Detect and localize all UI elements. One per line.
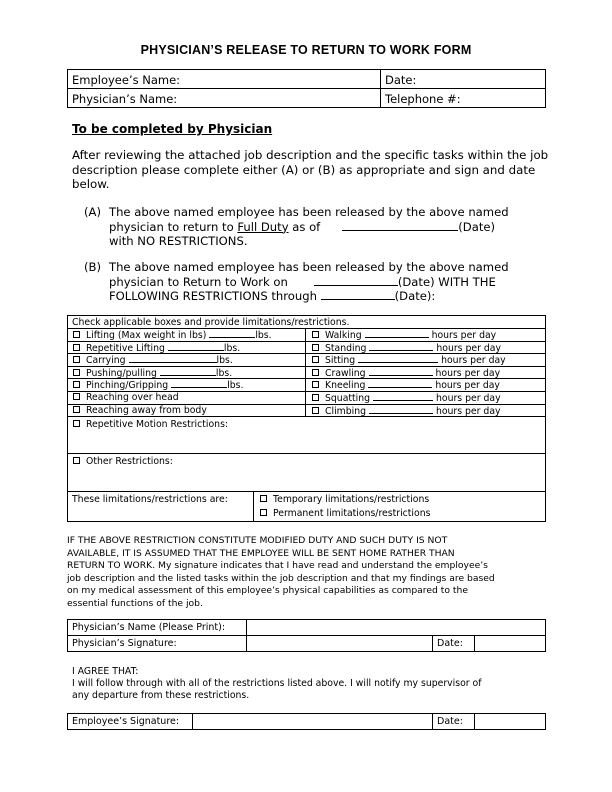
restrictions-header: Check applicable boxes and provide limitations/restrictions. (72, 317, 350, 328)
lifting-blank[interactable] (209, 329, 255, 338)
header-table (67, 69, 546, 108)
walking-row[interactable] (312, 329, 496, 341)
temporary-checkbox[interactable] (260, 495, 267, 502)
standing-label: Standing (325, 343, 367, 354)
temporary-label: Temporary limitations/restrictions (273, 494, 430, 505)
disclaimer-line-2: AVAILABLE, IT IS ASSUMED THAT THE EMPLOYEE WILL BE SENT HOME RATHER THAN (67, 547, 455, 559)
disclaimer-text (67, 535, 551, 610)
physician-signature-table (67, 619, 546, 652)
repetitive-motion-row[interactable] (73, 419, 228, 430)
crawling-unit: hours per day (435, 368, 501, 379)
option-a-date-suffix: (Date) (458, 219, 496, 234)
telephone-label: Telephone #: (385, 91, 461, 106)
option-a-line2-prefix: physician to return to (109, 219, 234, 234)
climbing-row[interactable] (312, 405, 501, 417)
squatting-label: Squatting (325, 393, 371, 404)
repetitive-lifting-label: Repetitive Lifting (86, 343, 165, 354)
physician-print-name-field[interactable] (247, 620, 546, 636)
physician-signature-field[interactable] (247, 636, 433, 652)
squatting-row[interactable] (312, 392, 501, 404)
agreement-heading: I AGREE THAT: (72, 666, 139, 677)
reaching-over-head-row[interactable] (73, 392, 179, 403)
physician-print-name-label: Physician’s Name (Please Print): (72, 622, 226, 633)
lifting-unit: lbs. (255, 330, 272, 341)
walking-unit: hours per day (431, 330, 497, 341)
kneeling-row[interactable] (312, 379, 500, 391)
employee-date-field[interactable] (475, 714, 546, 730)
option-b (84, 260, 544, 306)
pinching-gripping-unit: lbs. (227, 380, 244, 391)
option-b-line2-prefix: physician to Return to Work on (109, 274, 288, 289)
disclaimer-line-5: on my medical assessment of this employee’s physical capabilities as compared to the (67, 585, 468, 596)
temporary-row[interactable] (260, 494, 429, 505)
repetitive-motion-checkbox[interactable] (73, 420, 80, 427)
walking-checkbox[interactable] (312, 331, 319, 338)
reaching-away-checkbox[interactable] (73, 406, 80, 413)
carrying-label: Carrying (86, 355, 126, 366)
permanent-label: Permanent limitations/restrictions (273, 508, 431, 519)
standing-unit: hours per day (436, 343, 501, 354)
sitting-label: Sitting (325, 355, 356, 366)
pinching-gripping-label: Pinching/Gripping (86, 380, 169, 391)
full-duty-text: Full Duty (237, 219, 289, 234)
employee-date-label-cell (433, 714, 475, 730)
repetitive-lifting-blank[interactable] (168, 342, 224, 351)
pushing-pulling-row[interactable] (73, 367, 232, 379)
crawling-row[interactable] (312, 367, 500, 379)
crawling-blank[interactable] (369, 367, 433, 376)
climbing-label: Climbing (325, 406, 366, 417)
climbing-checkbox[interactable] (312, 407, 319, 414)
option-a-label: (A) (84, 205, 101, 219)
physician-name-label: Physician’s Name: (72, 91, 178, 106)
employee-signature-field[interactable] (193, 714, 433, 730)
agreement-text (72, 666, 542, 702)
disclaimer-line-6: essential functions of the job. (67, 597, 203, 609)
kneeling-unit: hours per day (435, 380, 500, 391)
climbing-blank[interactable] (369, 405, 433, 414)
physician-date-field[interactable] (475, 636, 546, 652)
employee-name-cell[interactable] (68, 70, 381, 89)
permanent-checkbox[interactable] (260, 509, 267, 516)
other-restrictions-checkbox[interactable] (73, 457, 80, 464)
physician-print-name-label-cell (68, 620, 247, 636)
option-b-line1: The above named employee has been released by the above named (109, 260, 509, 274)
physician-date-label: Date: (437, 638, 463, 649)
sitting-checkbox[interactable] (312, 356, 319, 363)
carrying-checkbox[interactable] (73, 356, 80, 363)
option-b-return-date-blank[interactable] (314, 275, 398, 286)
standing-checkbox[interactable] (312, 344, 319, 351)
telephone-cell[interactable] (381, 89, 546, 108)
option-a-line3: with NO RESTRICTIONS. (109, 234, 248, 249)
pushing-pulling-unit: lbs. (215, 368, 233, 379)
permanent-row[interactable] (260, 508, 430, 519)
physician-signature-label-cell (68, 636, 247, 652)
repetitive-lifting-checkbox[interactable] (73, 344, 80, 351)
walking-label: Walking (325, 330, 362, 341)
agreement-line-2: any departure from these restrictions. (72, 690, 250, 701)
standing-blank[interactable] (369, 342, 433, 351)
disclaimer-line-4: job description and the listed tasks within the job description and that my findings are based (67, 572, 495, 584)
lifting-label: Lifting (Max weight in lbs) (86, 330, 207, 341)
sitting-unit: hours per day (441, 355, 506, 366)
option-a-line1: The above named employee has been released by the above named (109, 205, 509, 219)
lifting-checkbox[interactable] (73, 331, 80, 338)
pushing-pulling-checkbox[interactable] (73, 369, 80, 376)
kneeling-blank[interactable] (368, 379, 432, 388)
physician-date-label-cell (433, 636, 475, 652)
carrying-row[interactable] (73, 354, 233, 366)
other-restrictions-label: Other Restrictions: (86, 456, 173, 467)
crawling-checkbox[interactable] (312, 369, 319, 376)
climbing-unit: hours per day (435, 406, 501, 417)
employee-signature-table (67, 713, 546, 730)
agreement-line-1: I will follow through with all of the restrictions listed above. I will notify my supervisor of (72, 678, 482, 689)
limitations-label: These limitations/restrictions are: (72, 494, 228, 505)
option-b-line2-suffix: (Date) WITH THE (397, 274, 496, 289)
option-b-label: (B) (84, 260, 102, 274)
section-heading: To be completed by Physician (72, 122, 273, 136)
option-b-line3-suffix: (Date): (394, 289, 436, 304)
reaching-over-head-checkbox[interactable] (73, 393, 80, 400)
kneeling-label: Kneeling (325, 380, 366, 391)
instructions-text: After reviewing the attached job description and the specific tasks within the job description please complete either (A) or (B) as appropriate and sign and date below. (72, 148, 549, 192)
reaching-over-head-label: Reaching over head (86, 392, 179, 403)
pushing-pulling-blank[interactable] (160, 367, 216, 376)
physician-signature-label: Physician’s Signature: (72, 638, 177, 649)
sitting-blank[interactable] (358, 354, 438, 363)
repetitive-lifting-unit: lbs. (223, 343, 241, 354)
disclaimer-line-3: RETURN TO WORK. My signature indicates that I have read and understand the employee’s (67, 560, 488, 571)
walking-blank[interactable] (365, 329, 429, 338)
carrying-blank[interactable] (129, 354, 217, 363)
carrying-unit: lbs. (216, 355, 233, 366)
pinching-gripping-checkbox[interactable] (73, 381, 80, 388)
option-a-date-blank[interactable] (342, 220, 458, 231)
other-restrictions-row[interactable] (73, 456, 173, 467)
option-a-as-of: as of (292, 219, 321, 234)
header-date-label: Date: (385, 72, 417, 87)
standing-row[interactable] (312, 342, 501, 354)
kneeling-checkbox[interactable] (312, 381, 319, 388)
reaching-away-row[interactable] (73, 405, 207, 416)
employee-signature-label: Employee’s Signature: (72, 716, 180, 727)
header-date-cell[interactable] (381, 70, 546, 89)
lifting-row[interactable] (73, 329, 272, 341)
pushing-pulling-label: Pushing/pulling (86, 368, 157, 379)
option-b-through-date-blank[interactable] (321, 289, 395, 300)
option-b-line3-prefix: FOLLOWING RESTRICTIONS through (109, 289, 317, 304)
restrictions-table (67, 315, 546, 522)
squatting-checkbox[interactable] (312, 394, 319, 401)
form-title: PHYSICIAN’S RELEASE TO RETURN TO WORK FORM (140, 43, 472, 57)
physician-name-cell[interactable] (68, 89, 381, 108)
squatting-unit: hours per day (436, 393, 501, 404)
squatting-blank[interactable] (373, 392, 433, 401)
crawling-label: Crawling (325, 368, 366, 379)
repetitive-lifting-row[interactable] (73, 342, 240, 354)
employee-signature-label-cell (68, 714, 193, 730)
employee-date-label: Date: (437, 716, 463, 727)
sitting-row[interactable] (312, 354, 506, 366)
disclaimer-line-1: IF THE ABOVE RESTRICTION CONSTITUTE MODIFIED DUTY AND SUCH DUTY IS NOT (67, 535, 448, 546)
pinching-gripping-row[interactable] (73, 379, 243, 391)
pinching-gripping-blank[interactable] (171, 379, 227, 388)
option-a (84, 205, 544, 251)
repetitive-motion-label: Repetitive Motion Restrictions: (86, 419, 229, 430)
employee-name-label: Employee’s Name: (72, 72, 181, 87)
reaching-away-label: Reaching away from body (86, 405, 207, 416)
